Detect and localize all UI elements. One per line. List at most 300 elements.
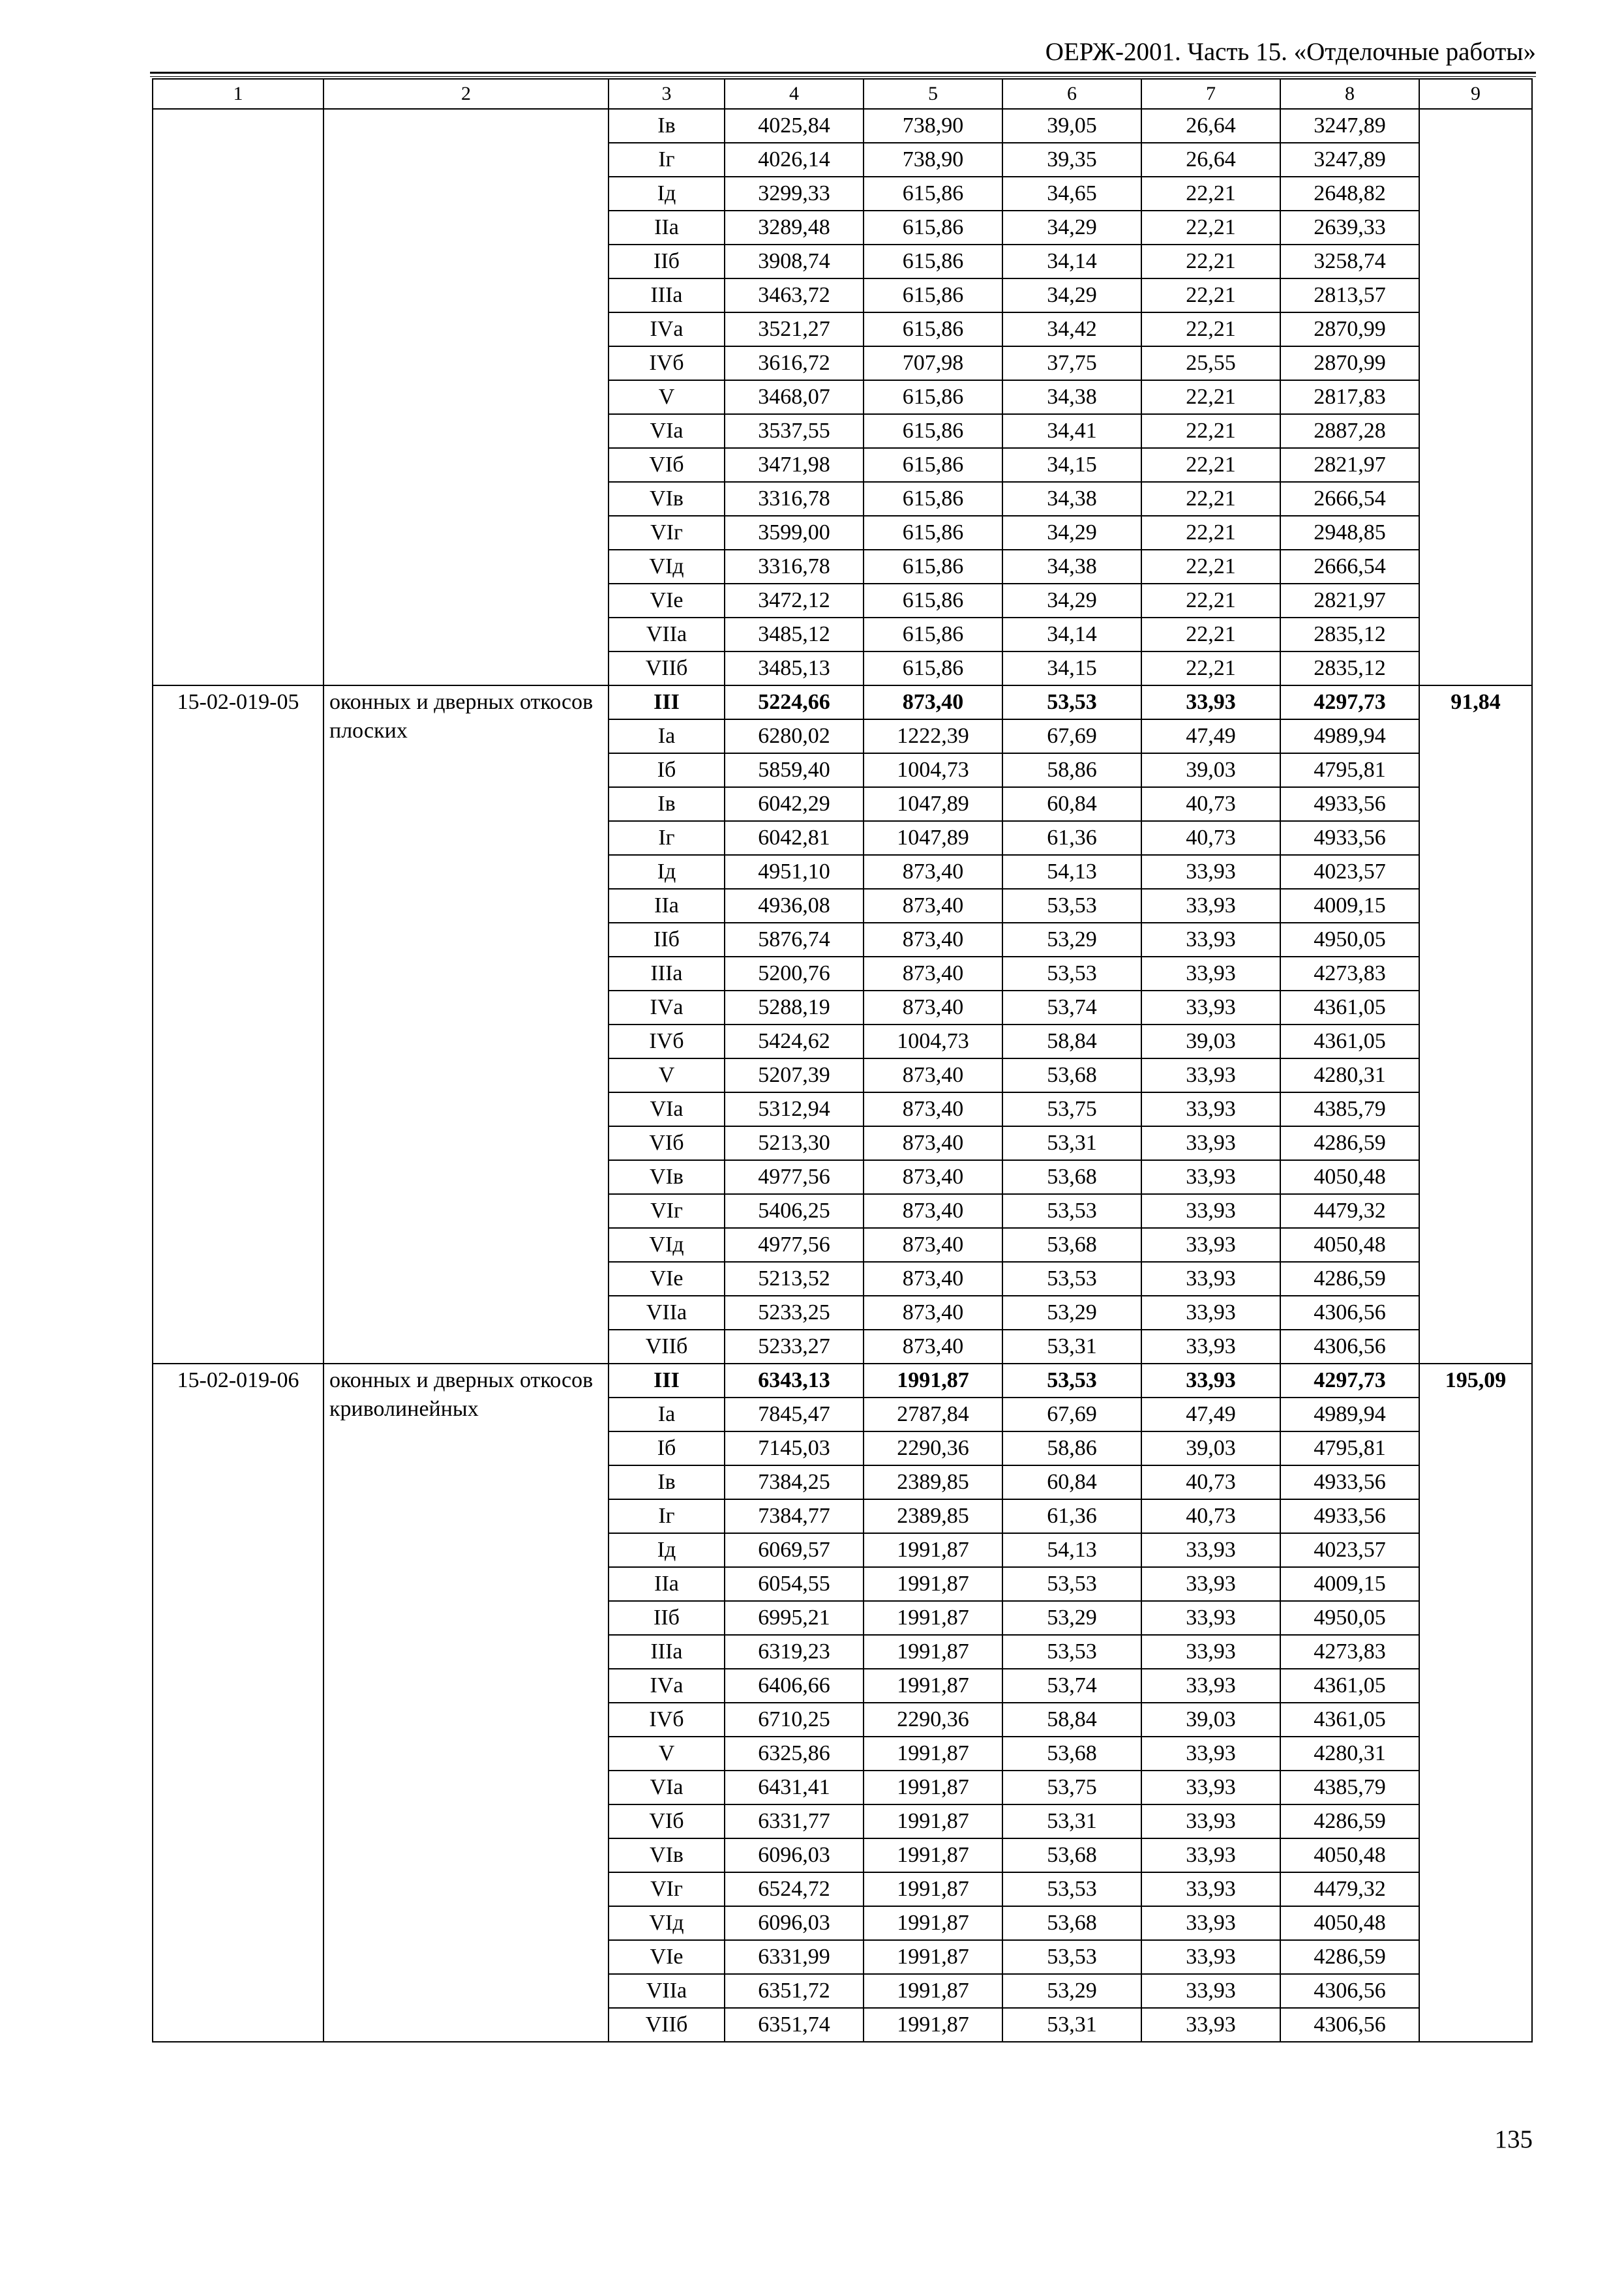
value-cell: 6069,57 [725,1533,864,1567]
zone-cell: VIIа [609,1974,725,2008]
column-header: 3 [609,79,725,109]
value-cell: 5233,25 [725,1296,864,1330]
zone-cell: IIб [609,923,725,957]
value-cell: 2389,85 [864,1465,1002,1499]
value-cell: 34,38 [1002,482,1141,516]
value-cell: 1991,87 [864,1737,1002,1771]
zone-cell: IVб [609,1703,725,1737]
zone-cell: V [609,1737,725,1771]
value-cell: 2817,83 [1280,380,1419,414]
value-cell: 39,03 [1141,1703,1280,1737]
value-cell: 7384,25 [725,1465,864,1499]
value-cell: 34,29 [1002,278,1141,312]
table-row [153,1364,1532,1398]
value-cell: 58,86 [1002,1431,1141,1465]
table-row [153,685,1532,719]
column-header: 1 [153,79,323,109]
value-cell: 53,75 [1002,1092,1141,1126]
zone-cell: IVб [609,346,725,380]
value-cell: 22,21 [1141,516,1280,550]
value-cell: 34,14 [1002,618,1141,651]
value-cell: 873,40 [864,855,1002,889]
value-cell: 3299,33 [725,177,864,211]
item-name: оконных и дверных откосов плоских [323,685,609,1364]
zone-cell: IVб [609,1025,725,1058]
value-cell: 33,93 [1141,1635,1280,1669]
value-cell: 2821,97 [1280,448,1419,482]
value-cell: 2870,99 [1280,312,1419,346]
value-cell: 6042,29 [725,787,864,821]
price-table [152,78,1533,2042]
value-cell: 53,68 [1002,1838,1141,1872]
column-header: 9 [1419,79,1532,109]
zone-cell: IIIа [609,957,725,991]
zone-cell: VIг [609,1194,725,1228]
column-header: 8 [1280,79,1419,109]
value-cell: 39,05 [1002,109,1141,143]
value-cell: 33,93 [1141,1872,1280,1906]
zone-cell: VIд [609,550,725,584]
value-cell: 53,68 [1002,1737,1141,1771]
zone-cell: Iв [609,787,725,821]
value-cell: 3247,89 [1280,143,1419,177]
value-cell: 53,74 [1002,991,1141,1025]
value-cell: 39,03 [1141,1431,1280,1465]
value-cell: 22,21 [1141,550,1280,584]
value-cell: 2835,12 [1280,651,1419,685]
value-cell: 34,41 [1002,414,1141,448]
value-cell: 53,53 [1002,889,1141,923]
value-cell: 33,93 [1141,889,1280,923]
zone-cell: Iа [609,719,725,753]
value-cell: 22,21 [1141,618,1280,651]
value-cell: 4933,56 [1280,787,1419,821]
zone-cell: VIIб [609,1330,725,1364]
column-header: 7 [1141,79,1280,109]
value-cell: 33,93 [1141,1737,1280,1771]
value-cell: 22,21 [1141,211,1280,245]
value-cell: 1991,87 [864,1906,1002,1940]
value-cell: 34,15 [1002,448,1141,482]
value-cell: 53,53 [1002,1262,1141,1296]
value-cell: 1991,87 [864,1669,1002,1703]
value-cell: 53,74 [1002,1669,1141,1703]
value-cell: 33,93 [1141,1974,1280,2008]
value-cell: 5200,76 [725,957,864,991]
value-cell: 4306,56 [1280,1296,1419,1330]
value-cell: 1991,87 [864,1940,1002,1974]
col9-value: 91,84 [1419,685,1532,1364]
value-cell: 4050,48 [1280,1228,1419,1262]
item-name [323,109,609,685]
value-cell: 4280,31 [1280,1737,1419,1771]
value-cell: 615,86 [864,651,1002,685]
value-cell: 1991,87 [864,2008,1002,2042]
zone-cell: V [609,1058,725,1092]
zone-cell: VIа [609,1771,725,1804]
value-cell: 22,21 [1141,482,1280,516]
value-cell: 4950,05 [1280,923,1419,957]
value-cell: 4936,08 [725,889,864,923]
value-cell: 7845,47 [725,1398,864,1431]
value-cell: 6406,66 [725,1669,864,1703]
zone-cell: VIIб [609,2008,725,2042]
value-cell: 2666,54 [1280,550,1419,584]
value-cell: 615,86 [864,516,1002,550]
value-cell: 53,31 [1002,1330,1141,1364]
value-cell: 3616,72 [725,346,864,380]
zone-cell: VIе [609,1262,725,1296]
value-cell: 2835,12 [1280,618,1419,651]
zone-cell: VIд [609,1228,725,1262]
zone-cell: V [609,380,725,414]
table-row [153,109,1532,143]
header-rule-thin [150,76,1536,77]
value-cell: 4977,56 [725,1228,864,1262]
value-cell: 4361,05 [1280,991,1419,1025]
value-cell: 6331,99 [725,1940,864,1974]
value-cell: 873,40 [864,1296,1002,1330]
value-cell: 54,13 [1002,1533,1141,1567]
value-cell: 22,21 [1141,245,1280,278]
zone-cell: Iб [609,1431,725,1465]
zone-cell: VIе [609,1940,725,1974]
value-cell: 3316,78 [725,482,864,516]
value-cell: 33,93 [1141,1330,1280,1364]
value-cell: 2948,85 [1280,516,1419,550]
value-cell: 39,35 [1002,143,1141,177]
value-cell: 3463,72 [725,278,864,312]
zone-cell: VIб [609,1126,725,1160]
value-cell: 60,84 [1002,787,1141,821]
zone-cell: VIIа [609,618,725,651]
zone-cell: IIIа [609,1635,725,1669]
value-cell: 26,64 [1141,109,1280,143]
value-cell: 6524,72 [725,1872,864,1906]
value-cell: 615,86 [864,211,1002,245]
value-cell: 53,31 [1002,1126,1141,1160]
value-cell: 5424,62 [725,1025,864,1058]
zone-cell: VIа [609,414,725,448]
value-cell: 22,21 [1141,448,1280,482]
value-cell: 58,84 [1002,1703,1141,1737]
value-cell: 53,53 [1002,1635,1141,1669]
value-cell: 34,65 [1002,177,1141,211]
value-cell: 47,49 [1141,1398,1280,1431]
value-cell: 3908,74 [725,245,864,278]
value-cell: 22,21 [1141,177,1280,211]
value-cell: 33,93 [1141,1126,1280,1160]
value-cell: 6042,81 [725,821,864,855]
value-cell: 873,40 [864,991,1002,1025]
value-cell: 53,68 [1002,1228,1141,1262]
value-cell: 53,31 [1002,1804,1141,1838]
value-cell: 6319,23 [725,1635,864,1669]
value-cell: 3537,55 [725,414,864,448]
zone-cell: Iг [609,821,725,855]
value-cell: 4479,32 [1280,1194,1419,1228]
zone-cell: VIIб [609,651,725,685]
value-cell: 1991,87 [864,1974,1002,2008]
value-cell: 22,21 [1141,584,1280,618]
value-cell: 6995,21 [725,1601,864,1635]
value-cell: 4795,81 [1280,1431,1419,1465]
value-cell: 40,73 [1141,1499,1280,1533]
value-cell: 1991,87 [864,1635,1002,1669]
value-cell: 53,53 [1002,1364,1141,1398]
value-cell: 2666,54 [1280,482,1419,516]
value-cell: 3599,00 [725,516,864,550]
value-cell: 61,36 [1002,1499,1141,1533]
value-cell: 22,21 [1141,278,1280,312]
zone-cell: VIг [609,1872,725,1906]
value-cell: 7384,77 [725,1499,864,1533]
value-cell: 33,93 [1141,1804,1280,1838]
value-cell: 47,49 [1141,719,1280,753]
value-cell: 53,53 [1002,1567,1141,1601]
value-cell: 37,75 [1002,346,1141,380]
value-cell: 4009,15 [1280,1567,1419,1601]
value-cell: 615,86 [864,482,1002,516]
value-cell: 22,21 [1141,312,1280,346]
value-cell: 22,21 [1141,414,1280,448]
value-cell: 3316,78 [725,550,864,584]
value-cell: 54,13 [1002,855,1141,889]
value-cell: 40,73 [1141,787,1280,821]
zone-cell: IIIа [609,278,725,312]
value-cell: 2813,57 [1280,278,1419,312]
value-cell: 22,21 [1141,380,1280,414]
value-cell: 34,29 [1002,211,1141,245]
value-cell: 53,29 [1002,1974,1141,2008]
value-cell: 33,93 [1141,2008,1280,2042]
value-cell: 2870,99 [1280,346,1419,380]
value-cell: 33,93 [1141,1194,1280,1228]
value-cell: 53,68 [1002,1160,1141,1194]
zone-cell: IIа [609,211,725,245]
value-cell: 34,38 [1002,380,1141,414]
value-cell: 4989,94 [1280,1398,1419,1431]
column-header: 2 [323,79,609,109]
value-cell: 4273,83 [1280,1635,1419,1669]
value-cell: 33,93 [1141,1296,1280,1330]
value-cell: 4385,79 [1280,1771,1419,1804]
zone-cell: VIб [609,448,725,482]
value-cell: 873,40 [864,1194,1002,1228]
zone-cell: IIа [609,1567,725,1601]
value-cell: 1991,87 [864,1804,1002,1838]
value-cell: 1991,87 [864,1771,1002,1804]
value-cell: 2389,85 [864,1499,1002,1533]
value-cell: 3472,12 [725,584,864,618]
value-cell: 1047,89 [864,821,1002,855]
value-cell: 3471,98 [725,448,864,482]
value-cell: 873,40 [864,1228,1002,1262]
zone-cell: Iд [609,1533,725,1567]
value-cell: 33,93 [1141,1364,1280,1398]
value-cell: 615,86 [864,245,1002,278]
value-cell: 873,40 [864,685,1002,719]
value-cell: 2787,84 [864,1398,1002,1431]
value-cell: 615,86 [864,414,1002,448]
value-cell: 53,53 [1002,1194,1141,1228]
zone-cell: VIд [609,1906,725,1940]
zone-cell: III [609,685,725,719]
value-cell: 61,36 [1002,821,1141,855]
value-cell: 2639,33 [1280,211,1419,245]
value-cell: 873,40 [864,1160,1002,1194]
zone-cell: VIб [609,1804,725,1838]
zone-cell: Iг [609,143,725,177]
value-cell: 3247,89 [1280,109,1419,143]
value-cell: 4950,05 [1280,1601,1419,1635]
value-cell: 1991,87 [864,1601,1002,1635]
zone-cell: Iа [609,1398,725,1431]
value-cell: 4026,14 [725,143,864,177]
value-cell: 53,53 [1002,1872,1141,1906]
zone-cell: Iд [609,177,725,211]
value-cell: 4795,81 [1280,753,1419,787]
value-cell: 615,86 [864,550,1002,584]
value-cell: 873,40 [864,1092,1002,1126]
zone-cell: IIа [609,889,725,923]
value-cell: 33,93 [1141,1940,1280,1974]
value-cell: 4050,48 [1280,1906,1419,1940]
value-cell: 1222,39 [864,719,1002,753]
zone-cell: Iд [609,855,725,889]
value-cell: 738,90 [864,109,1002,143]
value-cell: 33,93 [1141,1669,1280,1703]
zone-cell: VIа [609,1092,725,1126]
value-cell: 873,40 [864,1058,1002,1092]
value-cell: 873,40 [864,1262,1002,1296]
value-cell: 5859,40 [725,753,864,787]
value-cell: 6280,02 [725,719,864,753]
value-cell: 40,73 [1141,1465,1280,1499]
value-cell: 4933,56 [1280,1499,1419,1533]
zone-cell: Iв [609,109,725,143]
item-code: 15-02-019-05 [153,685,323,1364]
value-cell: 6351,74 [725,2008,864,2042]
value-cell: 873,40 [864,889,1002,923]
value-cell: 1991,87 [864,1567,1002,1601]
value-cell: 3468,07 [725,380,864,414]
value-cell: 4286,59 [1280,1804,1419,1838]
value-cell: 53,68 [1002,1058,1141,1092]
column-header: 6 [1002,79,1141,109]
value-cell: 26,64 [1141,143,1280,177]
value-cell: 615,86 [864,584,1002,618]
value-cell: 53,75 [1002,1771,1141,1804]
zone-cell: III [609,1364,725,1398]
value-cell: 34,38 [1002,550,1141,584]
value-cell: 53,29 [1002,1296,1141,1330]
value-cell: 2648,82 [1280,177,1419,211]
value-cell: 67,69 [1002,719,1141,753]
value-cell: 53,68 [1002,1906,1141,1940]
item-name: оконных и дверных откосов криволинейных [323,1364,609,2042]
column-header: 4 [725,79,864,109]
value-cell: 1991,87 [864,1533,1002,1567]
value-cell: 39,03 [1141,1025,1280,1058]
value-cell: 4023,57 [1280,1533,1419,1567]
zone-cell: IVа [609,991,725,1025]
value-cell: 4989,94 [1280,719,1419,753]
zone-cell: VIв [609,482,725,516]
value-cell: 1004,73 [864,1025,1002,1058]
value-cell: 33,93 [1141,1160,1280,1194]
value-cell: 4050,48 [1280,1160,1419,1194]
value-cell: 1047,89 [864,787,1002,821]
value-cell: 4479,32 [1280,1872,1419,1906]
value-cell: 5312,94 [725,1092,864,1126]
zone-cell: Iг [609,1499,725,1533]
zone-cell: IVа [609,1669,725,1703]
value-cell: 39,03 [1141,753,1280,787]
value-cell: 6096,03 [725,1906,864,1940]
value-cell: 3521,27 [725,312,864,346]
value-cell: 4933,56 [1280,821,1419,855]
value-cell: 4286,59 [1280,1126,1419,1160]
value-cell: 2887,28 [1280,414,1419,448]
value-cell: 2290,36 [864,1431,1002,1465]
value-cell: 4306,56 [1280,1330,1419,1364]
value-cell: 4297,73 [1280,1364,1419,1398]
value-cell: 5224,66 [725,685,864,719]
value-cell: 4933,56 [1280,1465,1419,1499]
header-rule-thick [150,72,1536,74]
value-cell: 34,29 [1002,584,1141,618]
value-cell: 6351,72 [725,1974,864,2008]
price-table-body [153,79,1532,2042]
value-cell: 4025,84 [725,109,864,143]
value-cell: 6054,55 [725,1567,864,1601]
value-cell: 5213,52 [725,1262,864,1296]
value-cell: 873,40 [864,1126,1002,1160]
value-cell: 3485,12 [725,618,864,651]
value-cell: 6343,13 [725,1364,864,1398]
value-cell: 5288,19 [725,991,864,1025]
value-cell: 1991,87 [864,1872,1002,1906]
value-cell: 3485,13 [725,651,864,685]
value-cell: 33,93 [1141,1262,1280,1296]
item-code: 15-02-019-06 [153,1364,323,2042]
value-cell: 22,21 [1141,651,1280,685]
value-cell: 615,86 [864,618,1002,651]
value-cell: 53,29 [1002,923,1141,957]
value-cell: 53,53 [1002,685,1141,719]
zone-cell: VIIа [609,1296,725,1330]
col9-value: 195,09 [1419,1364,1532,2042]
value-cell: 58,84 [1002,1025,1141,1058]
value-cell: 53,31 [1002,2008,1141,2042]
value-cell: 1991,87 [864,1364,1002,1398]
column-header: 5 [864,79,1002,109]
value-cell: 67,69 [1002,1398,1141,1431]
value-cell: 4050,48 [1280,1838,1419,1872]
value-cell: 615,86 [864,278,1002,312]
column-number-row [153,79,1532,109]
value-cell: 33,93 [1141,1771,1280,1804]
value-cell: 707,98 [864,346,1002,380]
value-cell: 6096,03 [725,1838,864,1872]
value-cell: 3289,48 [725,211,864,245]
value-cell: 6325,86 [725,1737,864,1771]
page-number: 135 [1494,2125,1533,2153]
value-cell: 4280,31 [1280,1058,1419,1092]
value-cell: 33,93 [1141,1601,1280,1635]
value-cell: 2290,36 [864,1703,1002,1737]
